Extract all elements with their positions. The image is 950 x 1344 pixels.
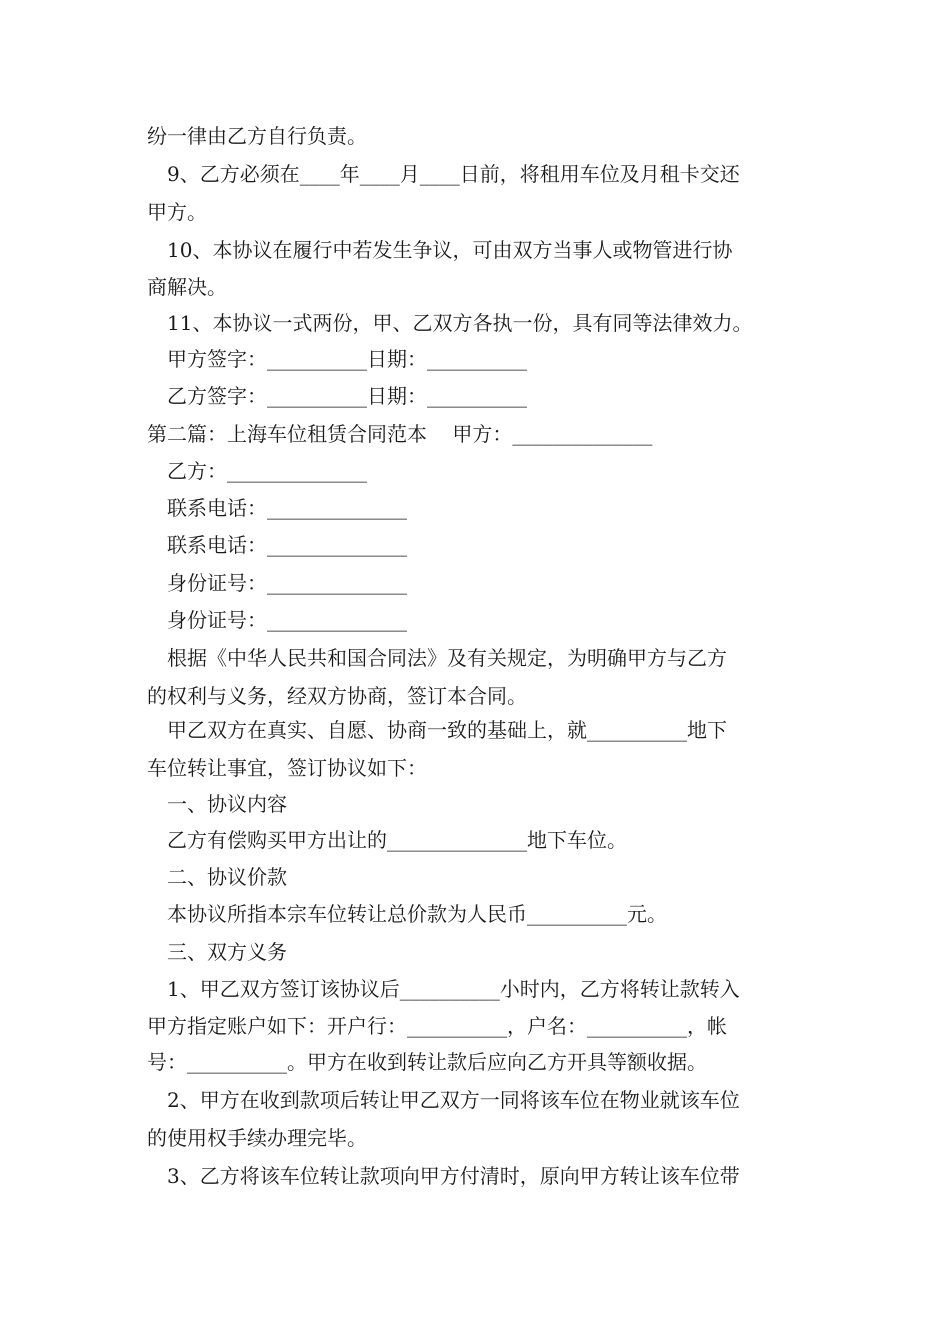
- clause-10: 10、本协议在履行中若发生争议，可由双方当事人或物管进行协: [167, 238, 733, 262]
- party-a-signature-line: 甲方签字：__________日期：__________: [167, 347, 527, 371]
- section-heading: 一、协议内容: [167, 792, 287, 816]
- obligation-2: 2、甲方在收到款项后转让甲乙双方一同将该车位在物业就该车位: [167, 1088, 740, 1112]
- text-line: 车位转让事宜，签订协议如下：: [147, 756, 427, 780]
- obligation-1: 1、甲乙双方签订该协议后__________小时内，乙方将转让款转入: [167, 977, 740, 1001]
- text-line: 乙方有偿购买甲方出让的______________地下车位。: [167, 828, 627, 852]
- section-title: 第二篇：上海车位租赁合同范本 甲方：______________: [147, 422, 653, 446]
- text-line: 本协议所指本宗车位转让总价款为人民币__________元。: [167, 902, 667, 926]
- text-line: 商解决。: [147, 275, 227, 299]
- id-number-field: 身份证号：______________: [167, 571, 407, 595]
- text-line: 的权利与义务，经双方协商，签订本合同。: [147, 684, 527, 708]
- clause-9: 9、乙方必须在____年____月____日前，将租用车位及月租卡交还: [167, 162, 740, 186]
- obligation-3: 3、乙方将该车位转让款项向甲方付清时，原向甲方转让该车位带: [167, 1164, 740, 1188]
- text-line: 的使用权手续办理完毕。: [147, 1126, 367, 1150]
- party-b-signature-line: 乙方签字：__________日期：__________: [167, 384, 527, 408]
- text-line: 号：__________。甲方在收到转让款后应向乙方开具等额收据。: [147, 1050, 707, 1074]
- text-line: 纷一律由乙方自行负责。: [147, 124, 367, 148]
- party-b-field: 乙方：______________: [167, 459, 367, 483]
- phone-field: 联系电话：______________: [167, 496, 407, 520]
- text-line: 甲方。: [147, 200, 207, 224]
- text-line: 甲方指定账户如下：开户行：__________，户名：__________，帐: [147, 1014, 727, 1038]
- clause-11: 11、本协议一式两份，甲、乙双方各执一份，具有同等法律效力。: [167, 311, 753, 335]
- preamble-paragraph: 根据《中华人民共和国合同法》及有关规定，为明确甲方与乙方: [167, 646, 727, 670]
- section-heading: 二、协议价款: [167, 865, 287, 889]
- phone-field: 联系电话：______________: [167, 533, 407, 557]
- agreement-paragraph: 甲乙双方在真实、自愿、协商一致的基础上，就__________地下: [167, 718, 727, 742]
- section-heading: 三、双方义务: [167, 940, 287, 964]
- id-number-field: 身份证号：______________: [167, 608, 407, 632]
